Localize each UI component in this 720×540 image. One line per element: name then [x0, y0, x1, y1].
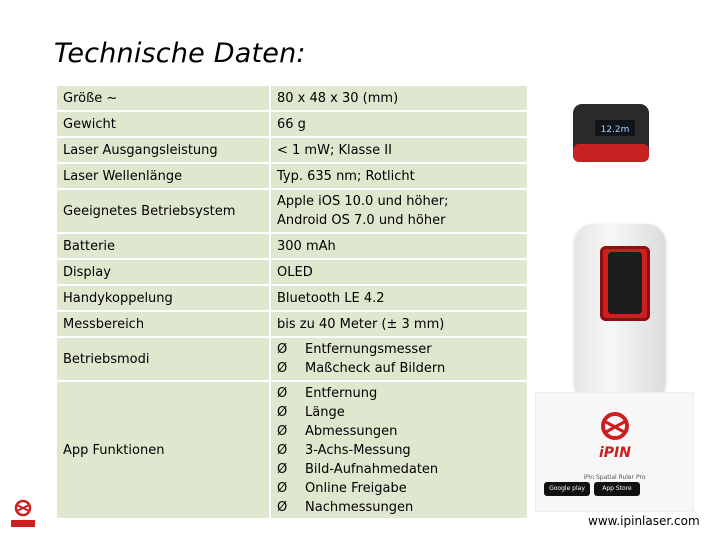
- device-display-text: 12.2m: [600, 125, 630, 135]
- table-row: [56, 189, 528, 233]
- arrow-bullet-icon: Ø: [277, 499, 288, 515]
- bullet-item: [277, 479, 521, 498]
- spec-key: Geeignetes Betriebsystem: [56, 189, 270, 233]
- page-title: Technische Daten:: [54, 38, 306, 69]
- bullet-item: [277, 441, 521, 460]
- bullet-text: Abmessungen: [305, 423, 398, 439]
- bullet-text: Maßcheck auf Bildern: [305, 361, 446, 376]
- spec-value: OLED: [270, 259, 528, 285]
- ipin-logo-icon: [8, 498, 38, 532]
- spec-value: [270, 381, 528, 519]
- app-store-card: [535, 392, 694, 512]
- table-row: [56, 111, 528, 137]
- table-row: [56, 85, 528, 111]
- app-store-badge[interactable]: App Store: [594, 482, 640, 496]
- spec-table: [55, 84, 529, 520]
- bullet-text: 3-Achs-Messung: [305, 442, 411, 458]
- spec-value: < 1 mW; Klasse II: [270, 137, 528, 163]
- spec-value: Bluetooth LE 4.2: [270, 285, 528, 311]
- arrow-bullet-icon: Ø: [277, 480, 288, 496]
- spec-key: App Funktionen: [56, 381, 270, 519]
- spec-value-line: Apple iOS 10.0 und höher;: [277, 194, 449, 209]
- arrow-bullet-icon: Ø: [277, 423, 288, 439]
- spec-value: [270, 189, 528, 233]
- bullet-item: [277, 422, 521, 441]
- table-row: [56, 259, 528, 285]
- table-row: [56, 311, 528, 337]
- spec-key: Laser Wellenlänge: [56, 163, 270, 189]
- bullet-text: Entfernung: [305, 385, 378, 401]
- spec-value-line: Android OS 7.0 und höher: [277, 213, 446, 228]
- phone-image: [575, 224, 665, 399]
- bullet-item: [277, 460, 521, 479]
- laser-device-image: [555, 94, 665, 174]
- laser-device-on-phone: [600, 246, 650, 321]
- spec-key: Gewicht: [56, 111, 270, 137]
- google-play-badge[interactable]: Google play: [544, 482, 590, 496]
- table-row: [56, 381, 528, 519]
- spec-key: Größe ~: [56, 85, 270, 111]
- spec-value: Typ. 635 nm; Rotlicht: [270, 163, 528, 189]
- spec-value: [270, 337, 528, 381]
- spec-value: 80 x 48 x 30 (mm): [270, 85, 528, 111]
- spec-key: Messbereich: [56, 311, 270, 337]
- brand-text: iPIN: [599, 445, 631, 461]
- spec-key: Handykoppelung: [56, 285, 270, 311]
- bullet-text: Nachmessungen: [305, 499, 414, 515]
- spec-key: Laser Ausgangsleistung: [56, 137, 270, 163]
- website-link[interactable]: www.ipinlaser.com: [588, 514, 700, 528]
- arrow-bullet-icon: Ø: [277, 404, 288, 420]
- arrow-bullet-icon: Ø: [277, 385, 288, 401]
- spec-value: 300 mAh: [270, 233, 528, 259]
- arrow-bullet-icon: Ø: [277, 442, 288, 458]
- bullet-item: [277, 403, 521, 422]
- spec-key: Display: [56, 259, 270, 285]
- bullet-text: Bild-Aufnahmedaten: [305, 461, 439, 477]
- arrow-bullet-icon: Ø: [277, 361, 288, 376]
- spec-value: 66 g: [270, 111, 528, 137]
- bullet-item: [277, 359, 521, 378]
- arrow-bullet-icon: Ø: [277, 342, 288, 357]
- bullet-text: Entfernungsmesser: [305, 342, 432, 357]
- bullet-text: Online Freigabe: [305, 480, 407, 496]
- table-row: [56, 137, 528, 163]
- spec-value: bis zu 40 Meter (± 3 mm): [270, 311, 528, 337]
- spec-key: Betriebsmodi: [56, 337, 270, 381]
- bullet-item: [277, 498, 521, 517]
- bullet-item: [277, 384, 521, 403]
- bullet-item: [277, 340, 521, 359]
- table-row: [56, 337, 528, 381]
- bullet-text: Länge: [305, 404, 345, 420]
- table-row: [56, 233, 528, 259]
- spec-key: Batterie: [56, 233, 270, 259]
- arrow-bullet-icon: Ø: [277, 461, 288, 477]
- table-row: [56, 163, 528, 189]
- app-caption: iPin Spatial Ruler Pro: [583, 474, 646, 481]
- table-row: [56, 285, 528, 311]
- ipin-logo-icon: [590, 411, 640, 469]
- product-images: [535, 84, 720, 404]
